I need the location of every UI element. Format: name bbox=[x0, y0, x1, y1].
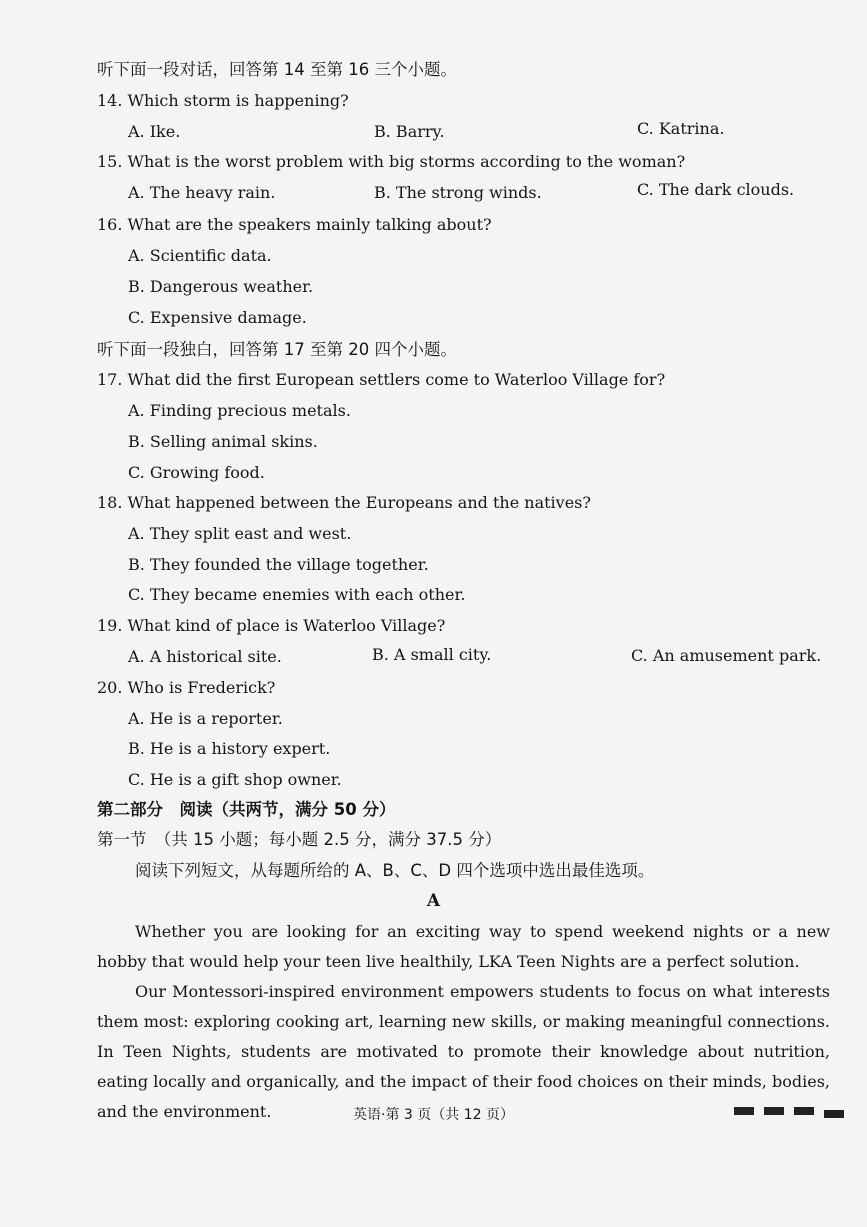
question-19: 19. What kind of place is Waterloo Village? bbox=[97, 616, 446, 635]
q17-option-b: B. Selling animal skins. bbox=[128, 432, 318, 451]
q20-option-a: A. He is a reporter. bbox=[128, 709, 283, 728]
q16-option-b: B. Dangerous weather. bbox=[128, 277, 314, 296]
q19-option-b: B. A small city. bbox=[372, 645, 492, 664]
q18-option-a: A. They split east and west. bbox=[128, 524, 352, 543]
q17-option-a: A. Finding precious metals. bbox=[128, 401, 351, 420]
q20-option-c: C. He is a gift shop owner. bbox=[128, 770, 342, 789]
q19-option-c: C. An amusement park. bbox=[631, 646, 822, 665]
q15-option-a: A. The heavy rain. bbox=[128, 183, 276, 202]
q15-option-c: C. The dark clouds. bbox=[637, 180, 795, 199]
question-18: 18. What happened between the Europeans and the natives? bbox=[97, 493, 591, 512]
question-16: 16. What are the speakers mainly talking about? bbox=[97, 215, 492, 234]
q16-option-c: C. Expensive damage. bbox=[128, 308, 307, 327]
question-15: 15. What is the worst problem with big storms according to the woman? bbox=[97, 152, 686, 171]
part2-title: 第二部分 阅读（共两节，满分 50 分） bbox=[97, 800, 396, 819]
part2-instructions: 阅读下列短文，从每题所给的 A、B、C、D 四个选项中选出最佳选项。 bbox=[135, 861, 655, 880]
scan-marks-4 bbox=[824, 1110, 844, 1118]
part2-section-heading: 第一节 （共 15 小题；每小题 2.5 分，满分 37.5 分） bbox=[97, 830, 502, 849]
q19-option-a: A. A historical site. bbox=[128, 647, 282, 666]
listening-intro-2: 听下面一段独白，回答第 17 至第 20 四个小题。 bbox=[97, 340, 457, 359]
passage-paragraph-2: Our Montessori-inspired environment empowers students to focus on what interests them most: exploring cooking art, learning new skills, or making meaningful connections. In Teen Nights, students are motivated to promote their knowledge about nutrition, eating locally and organically, and the impact of their food choices on their minds, bodies, and the environment. bbox=[97, 982, 830, 1121]
question-14: 14. Which storm is happening? bbox=[97, 91, 349, 110]
q14-option-b: B. Barry. bbox=[374, 122, 445, 141]
q16-option-a: A. Scientific data. bbox=[128, 246, 272, 265]
listening-intro-1: 听下面一段对话，回答第 14 至第 16 三个小题。 bbox=[97, 60, 457, 79]
scan-marks-2 bbox=[764, 1107, 784, 1115]
scan-marks-3 bbox=[794, 1107, 814, 1115]
passage-paragraph-1: Whether you are looking for an exciting way to spend weekend nights or a new hobby that would help your teen live healthily, LKA Teen Nights are a perfect solution. bbox=[97, 922, 830, 971]
question-17: 17. What did the first European settlers come to Waterloo Village for? bbox=[97, 370, 666, 389]
question-20: 20. Who is Frederick? bbox=[97, 678, 276, 697]
q18-option-b: B. They founded the village together. bbox=[128, 555, 429, 574]
q14-option-c: C. Katrina. bbox=[637, 119, 725, 138]
q20-option-b: B. He is a history expert. bbox=[128, 739, 331, 758]
q15-option-b: B. The strong winds. bbox=[374, 183, 542, 202]
q14-option-a: A. Ike. bbox=[128, 122, 181, 141]
passage-label: A bbox=[426, 891, 441, 911]
page-footer: 英语·第 3 页（共 12 页） bbox=[353, 1107, 514, 1123]
q17-option-c: C. Growing food. bbox=[128, 463, 265, 482]
scan-marks-1 bbox=[734, 1107, 754, 1115]
q18-option-c: C. They became enemies with each other. bbox=[128, 585, 466, 604]
